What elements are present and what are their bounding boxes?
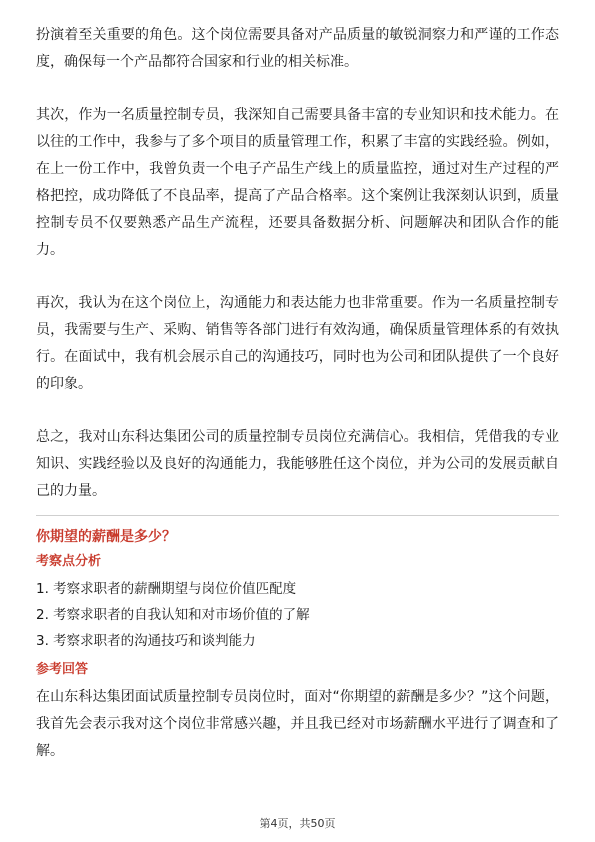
question-title: 你期望的薪酬是多少？ bbox=[36, 529, 176, 545]
list-item: 3. 考察求职者的沟通技巧和谈判能力 bbox=[36, 633, 256, 649]
answer-title: 参考回答 bbox=[36, 662, 89, 677]
section-divider bbox=[36, 515, 559, 516]
body-paragraph-2: 其次，作为一名质量控制专员，我深知自己需要具备丰富的专业知识和技术能力。在以往的工作中，我参与了多个项目的质量管理工作，积累了丰富的实践经验。例如，在上一份工作中，我曾负责一个电子产品生产线上的质量监控，通过对生产过程的严格把控，成功降低了不良品率，提高了产品合格率。这个案例让我深刻认识到，质量控制专员不仅要熟悉产品生产流程，还要具备数据分析、问题解决和团队合作的能力。 bbox=[36, 107, 559, 258]
body-paragraph-1: 扮演着至关重要的角色。这个岗位需要具备对产品质量的敏锐洞察力和严谨的工作态度，确保每一个产品都符合国家和行业的相关标准。 bbox=[36, 27, 559, 70]
analysis-list bbox=[36, 576, 559, 654]
analysis-title: 考察点分析 bbox=[36, 554, 102, 569]
list-item: 1. 考察求职者的薪酬期望与岗位价值匹配度 bbox=[36, 581, 297, 597]
body-paragraph-3: 再次，我认为在这个岗位上，沟通能力和表达能力也非常重要。作为一名质量控制专员，我需要与生产、采购、销售等各部门进行有效沟通，确保质量管理体系的有效执行。在面试中，我有机会展示自己的沟通技巧，同时也为公司和团队提供了一个良好的印象。 bbox=[36, 295, 559, 392]
body-paragraph-4: 总之，我对山东科达集团公司的质量控制专员岗位充满信心。我相信，凭借我的专业知识、实践经验以及良好的沟通能力，我能够胜任这个岗位，并为公司的发展贡献自己的力量。 bbox=[36, 429, 559, 499]
page-number: 第4页，共50页 bbox=[259, 817, 336, 830]
page-content bbox=[36, 22, 559, 765]
answer-text: 在山东科达集团面试质量控制专员岗位时，面对“你期望的薪酬是多少？”这个问题，我首先会表示我对这个岗位非常感兴趣，并且我已经对市场薪酬水平进行了调查和了解。 bbox=[36, 689, 559, 759]
list-item: 2. 考察求职者的自我认知和对市场价值的了解 bbox=[36, 607, 310, 623]
